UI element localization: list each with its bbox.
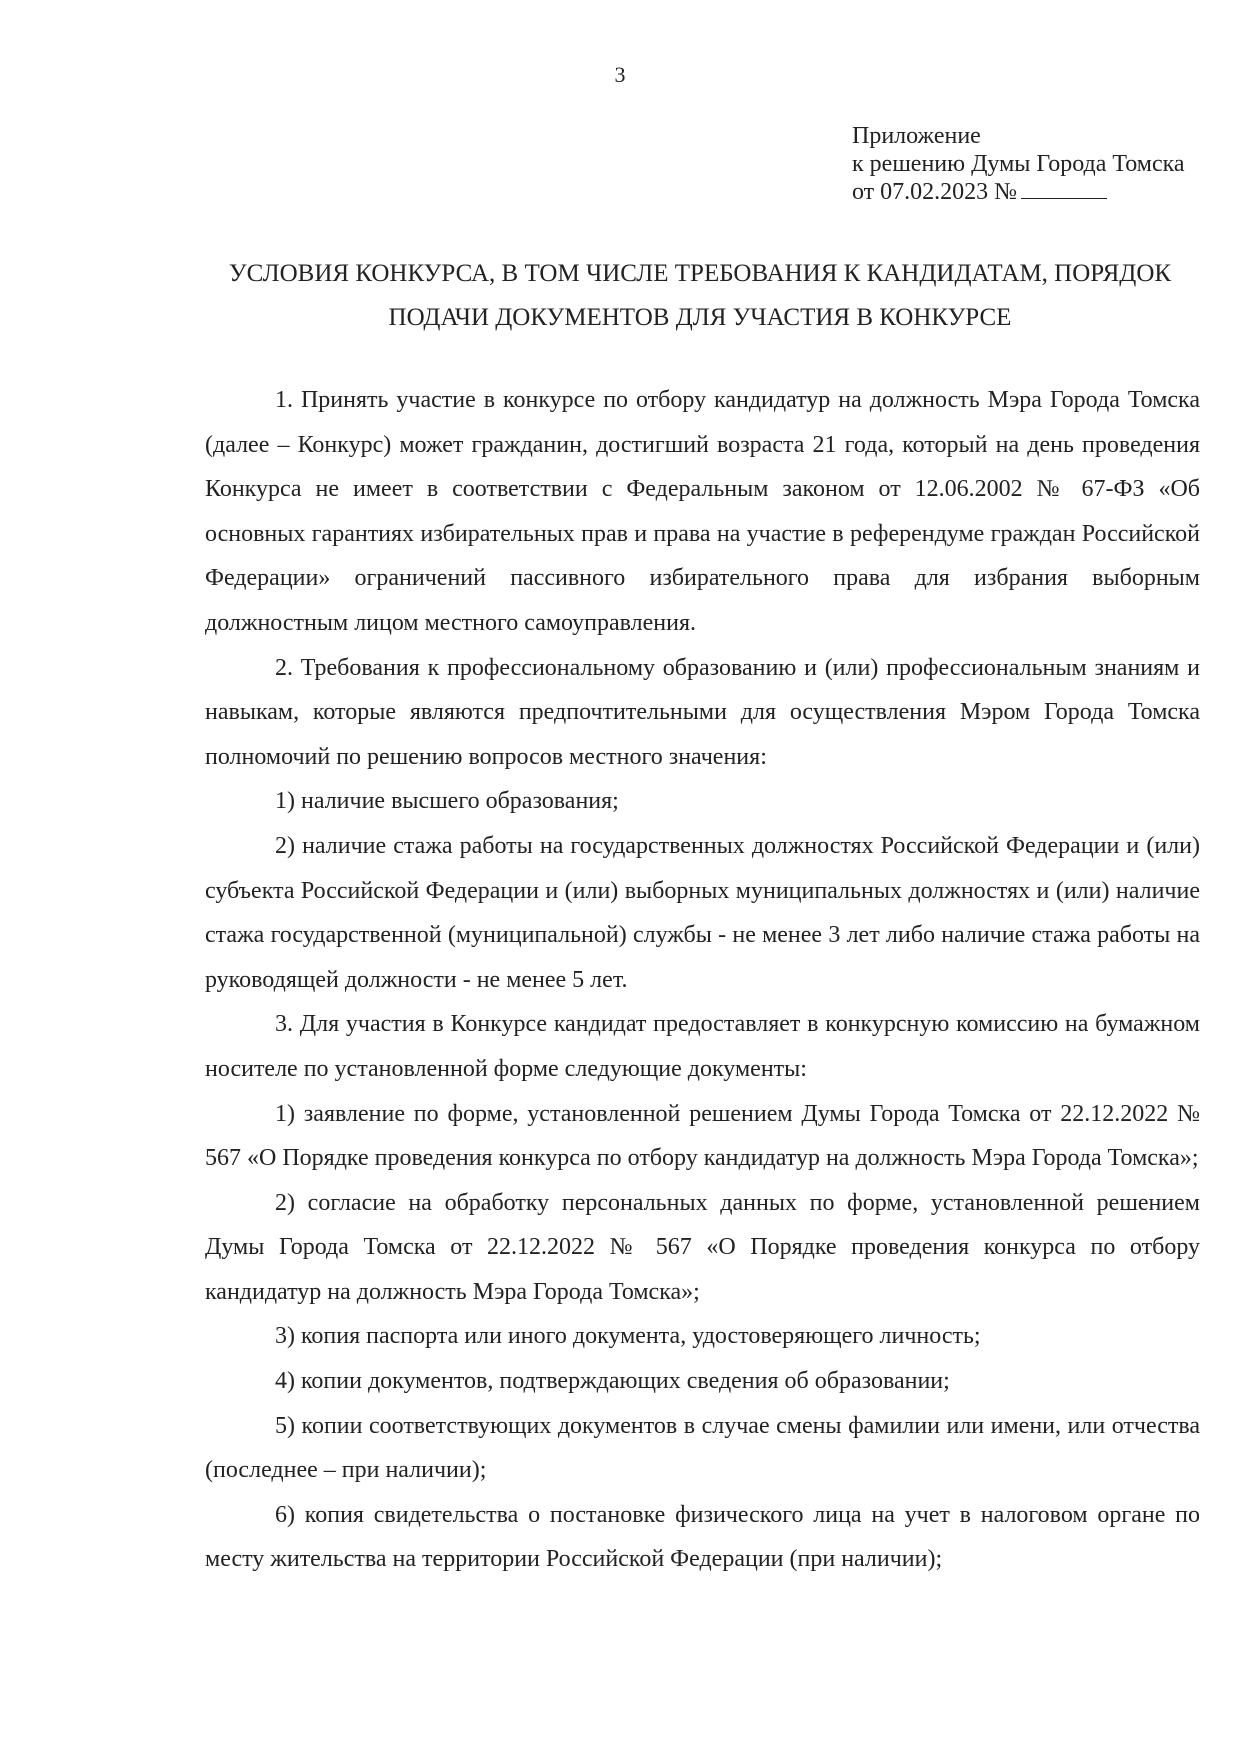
paragraph-3-item-4: 4) копии документов, подтверждающих сведения об образовании;	[275, 1368, 950, 1395]
page-number: 3	[614, 62, 626, 87]
document-body	[205, 378, 1200, 1582]
heading-line-2: ПОДАЧИ ДОКУМЕНТОВ ДЛЯ УЧАСТИЯ В КОНКУРСЕ	[388, 304, 1012, 331]
paragraph-3-item-1: 1) заявление по форме, установленной решением Думы Города Томска от 22.12.2022 № 567 «О Порядке проведения конкурса по отбору кандидатур на должность Мэра Города Томска»;	[205, 1100, 1200, 1172]
paragraph-3: 3. Для участия в Конкурсе кандидат предоставляет в конкурсную комиссию на бумажном носителе по установленной форме следующие документы:	[205, 1011, 1200, 1082]
paragraph-3-item-5: 5) копии соответствующих документов в случае смены фамилии или имени, или отчества (последнее – при наличии);	[205, 1412, 1200, 1484]
appendix-block	[852, 122, 1185, 206]
paragraph-2-item-1: 1) наличие высшего образования;	[275, 788, 619, 815]
appendix-date-line	[852, 178, 1185, 206]
heading-line-1: УСЛОВИЯ КОНКУРСА, В ТОМ ЧИСЛЕ ТРЕБОВАНИЯ К КАНДИДАТАМ, ПОРЯДОК	[228, 260, 1172, 287]
document-heading	[200, 252, 1200, 340]
appendix-date: от 07.02.2023 №	[852, 179, 1018, 205]
number-blank-line	[1021, 178, 1107, 199]
paragraph-3-item-2: 2) согласие на обработку персональных данных по форме, установленной решением Думы Города Томска от 22.12.2022 № 567 «О Порядке проведения конкурса по отбору кандидатур на должность Мэра Города Томска»;	[205, 1189, 1200, 1305]
paragraph-2-item-2: 2) наличие стажа работы на государственных должностях Российской Федерации и (или) субъекта Российской Федерации и (или) выборных муниципальных должностях и (или) наличие стажа государственной (муниципальной) службы - не менее 3 лет либо наличие стажа работы на руководящей должности - не менее 5 лет.	[205, 832, 1200, 993]
paragraph-2: 2. Требования к профессиональному образованию и (или) профессиональным знаниям и навыкам, которые являются предпочтительными для осуществления Мэром Города Томска полномочий по решению вопросов местного значения:	[205, 654, 1200, 770]
appendix-decision: к решению Думы Города Томска	[852, 151, 1185, 177]
paragraph-3-item-3: 3) копия паспорта или иного документа, удостоверяющего личность;	[275, 1323, 981, 1350]
paragraph-1: 1. Принять участие в конкурсе по отбору кандидатур на должность Мэра Города Томска (далее – Конкурс) может гражданин, достигший возраста 21 года, который на день проведения Конкурса не имеет в соответствии с Федеральным законом от 12.06.2002 № 67-ФЗ «Об основных гарантиях избирательных прав и права на участие в референдуме граждан Российской Федерации» ограничений пассивного избирательного права для избрания выборным должностным лицом местного самоуправления.	[205, 387, 1200, 636]
appendix-title: Приложение	[852, 123, 981, 149]
paragraph-3-item-6: 6) копия свидетельства о постановке физического лица на учет в налоговом органе по месту жительства на территории Российской Федерации (при наличии);	[205, 1501, 1200, 1573]
